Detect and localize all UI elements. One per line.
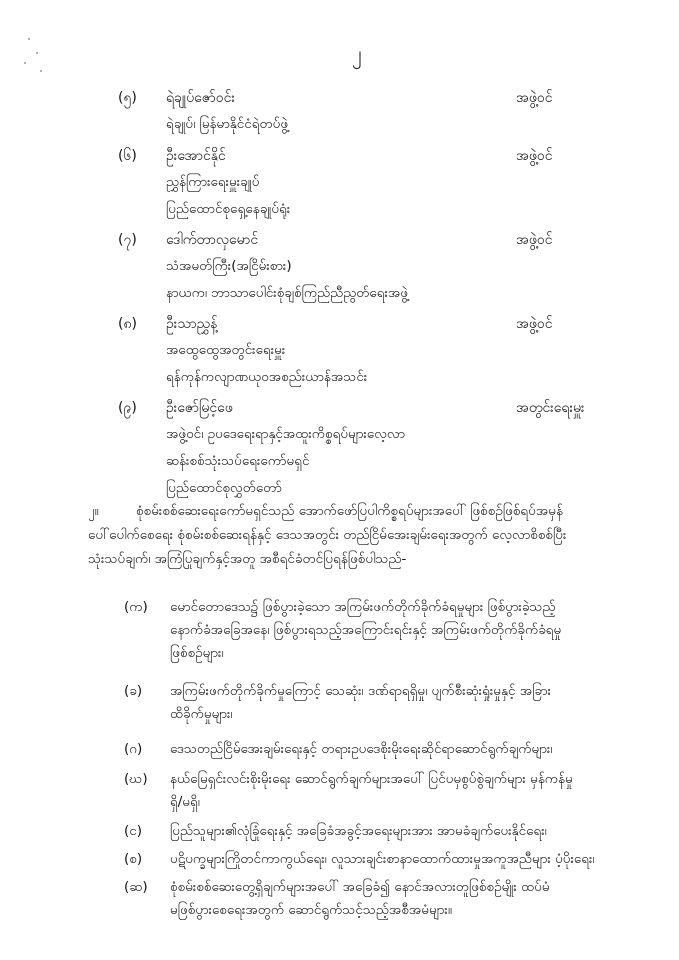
scan-speck [24, 62, 26, 64]
member-detail-line: ရဲချုပ်၊ မြန်မာနိုင်ငံရဲတပ်ဖွဲ့ [166, 116, 289, 132]
member-detail-line: ရန်ကုန်ကလျာဏယုဝအစည်းယာန်အသင်း [166, 369, 368, 385]
item-label: (က) [124, 599, 148, 615]
item-text [170, 768, 590, 814]
member-detail-line: အထွေထွေအတွင်းရေးမှူး [166, 342, 286, 358]
scan-speck [28, 38, 30, 40]
scan-speck [40, 70, 42, 72]
member-name: ဦးအောင်နိုင် [166, 148, 226, 164]
member-detail-line: အဖွဲ့ဝင်၊ ဥပဒေရေးရာနှင့်အထူးကိစ္စရပ်များလေ့လာ [166, 426, 406, 442]
item-text-line: ပြည်သူများ၏လုံခြုံရေးနှင့် အခြေခံအခွင့်အရေးများအား အာမခံချက်ပေးနိုင်ရေး၊ [170, 823, 547, 839]
item-text [170, 738, 590, 761]
member-detail-line: နာယက၊ ဘာသာပေါင်းစုံချစ်ကြည်ညီညွတ်ရေးအဖွဲ့ [166, 285, 409, 301]
item-text [170, 596, 590, 665]
member-detail-line: သံအမတ်ကြီး(အငြိမ်းစား) [166, 258, 292, 274]
member-name: ရဲချုပ်ဇော်ဝင်း [166, 90, 235, 106]
item-text-line: ပဋိပက္ခများကြိုတင်ကာကွယ်ရေး၊ လူသားချင်းစာနာထောက်ထားမှုအကူအညီများ ပံ့ပိုးရေး၊ [170, 851, 595, 867]
item-label: (ခ) [124, 683, 143, 699]
member-name: ဒေါက်တာလှမောင် [166, 232, 259, 248]
member-role: အဖွဲ့ဝင် [516, 148, 553, 164]
paragraph-line: ပေါ်ပေါက်စေရေး စုံစမ်းစစ်ဆေးရန်နှင့် ဒေသအတွင်း တည်ငြိမ်အေးချမ်းရေးအတွက် လေ့လာစိစစ်ပြီး [88, 527, 567, 543]
member-role: အဖွဲ့ဝင် [516, 232, 553, 248]
item-label: (ဆ) [124, 879, 148, 895]
item-text-line: နောက်ခံအခြေအနေ၊ ဖြစ်ပွားရသည့်အကြောင်းရင်းနှင့် အကြမ်းဖက်တိုက်ခိုက်ခံရမှု [170, 622, 562, 638]
scan-speck [36, 52, 38, 54]
member-number: (၉) [118, 400, 137, 416]
item-text-line: မောင်တောဒေသ၌ ဖြစ်ပွားခဲ့သော အကြမ်းဖက်တိုက်ခိုက်ခံရမှုများ ဖြစ်ပွားခဲ့သည့် [170, 599, 556, 615]
member-detail-line: ဆန်းစစ်သုံးသပ်ရေးကော်မရှင် [166, 453, 310, 469]
item-text [170, 680, 590, 726]
member-role: အတွင်းရေးမှူး [516, 400, 585, 416]
item-text-line: မဖြစ်ပွားစေရေးအတွက် ဆောင်ရွက်သင့်သည့်အစီအမံများ။ [170, 902, 452, 918]
member-detail-line: ညွှန်ကြားရေးမှူးချုပ် [166, 174, 260, 190]
paragraph-line: စုံစမ်းစစ်ဆေးရေးကော်မရှင်သည် အောက်ဖော်ပြပါကိစ္စရပ်များအပေါ် ဖြစ်စဉ်ဖြစ်ရပ်အမှန် [136, 503, 563, 519]
item-text [170, 820, 590, 843]
item-text [170, 848, 595, 871]
member-number: (၅) [118, 90, 137, 106]
member-name: ဦးဇော်မြင့်ဖေ [166, 400, 233, 416]
item-text-line: ဖြစ်စဉ်များ၊ [170, 645, 224, 661]
member-number: (၈) [118, 316, 137, 332]
item-text-line: အကြမ်းဖက်တိုက်ခိုက်မှုကြောင့် သေဆုံး၊ ဒဏ်ရာရရှိမှု၊ ပျက်စီးဆုံးရှုံးမှုနှင့် အခြား [170, 683, 551, 699]
member-role: အဖွဲ့ဝင် [516, 316, 553, 332]
page-number: ၂ [352, 41, 362, 65]
member-number: (၆) [118, 148, 137, 164]
item-label: (စ) [124, 851, 143, 867]
item-label: (င) [124, 823, 143, 839]
item-label: (ဂ) [124, 741, 143, 757]
item-text [170, 876, 590, 922]
member-number: (၇) [118, 232, 137, 248]
member-detail-line: ပြည်ထောင်စုလွှတ်တော် [166, 480, 282, 496]
paragraph-number: ၂။ [88, 503, 99, 519]
paragraph-2 [88, 500, 608, 575]
item-text-line: ဒေသတည်ငြိမ်အေးချမ်းရေးနှင့် တရားဥပဒေစိုးမိုးရေးဆိုင်ရာဆောင်ရွက်ချက်များ၊ [170, 741, 553, 757]
member-role: အဖွဲ့ဝင် [516, 90, 553, 106]
item-text-line: ထိခိုက်မှုများ၊ [170, 706, 233, 722]
item-text-line: စုံစမ်းစစ်ဆေးတွေ့ရှိချက်များအပေါ် အခြေခံ၍ နောင်အလားတူဖြစ်စဉ်မျိုး ထပ်မံ [170, 879, 550, 895]
item-text-line: နယ်မြေရှင်းလင်းစိုးမိုးရေး ဆောင်ရွက်ချက်များအပေါ် ပြင်ပမှစွပ်စွဲချက်များ မှန်ကန်မှု [170, 771, 573, 787]
member-name: ဦးသာညွှန့် [166, 316, 218, 332]
item-text-line: ရှိ/မရှိ၊ [170, 794, 200, 810]
member-detail-line: ပြည်ထောင်စုရှေ့နေချုပ်ရုံး [166, 201, 291, 217]
paragraph-line: သုံးသပ်ချက်၊ အကြံပြုချက်နှင့်အတူ အစီရင်ခံတင်ပြရန်ဖြစ်ပါသည်- [88, 551, 407, 567]
item-label: (ဃ) [124, 771, 148, 787]
